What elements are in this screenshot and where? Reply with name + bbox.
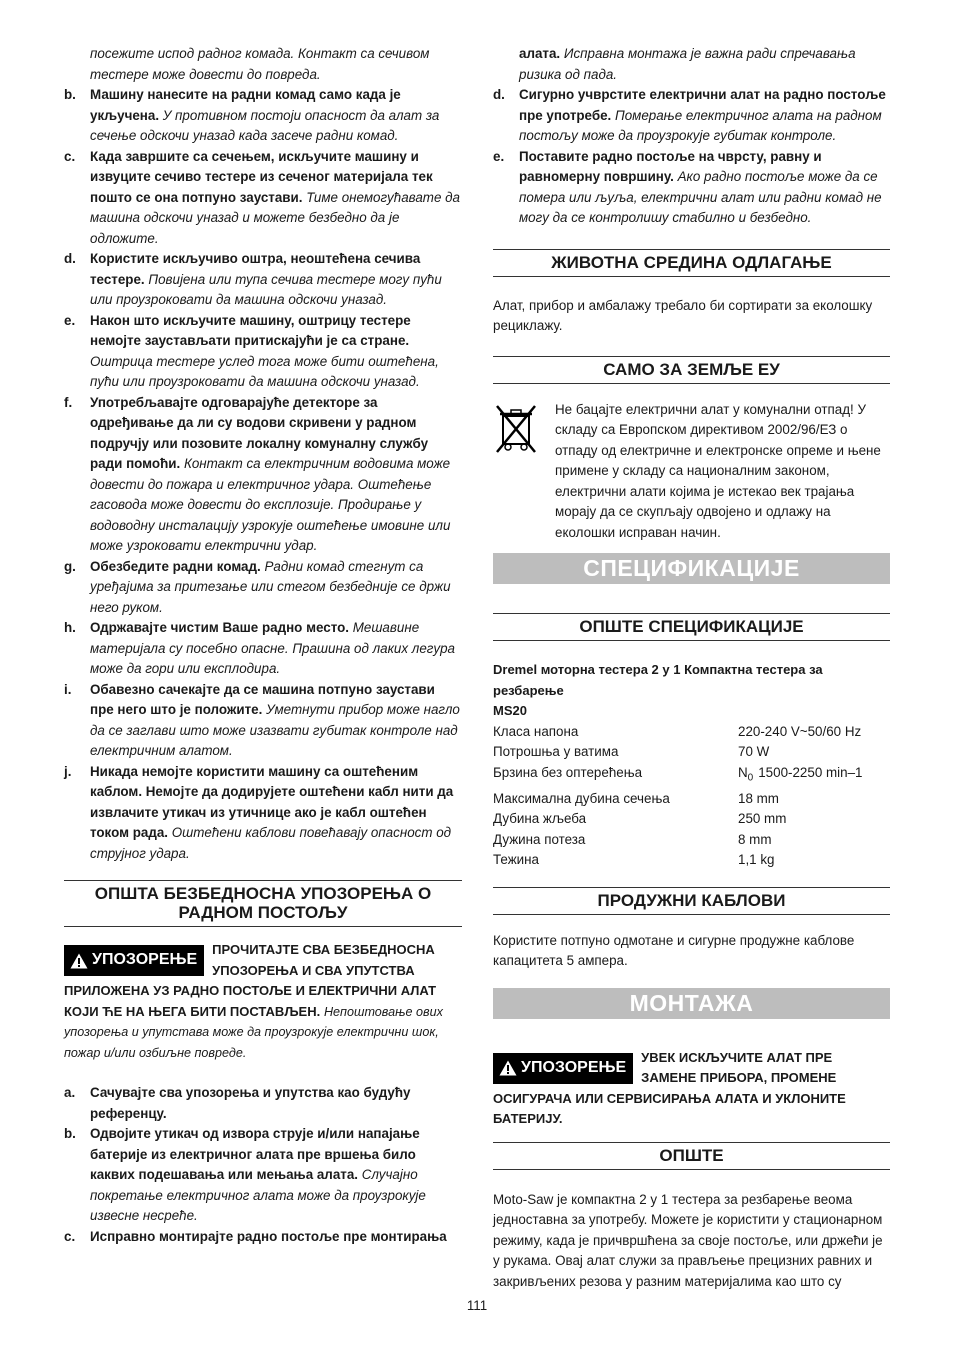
section-title-general: ОПШТЕ	[493, 1142, 890, 1170]
item-letter: b.	[64, 87, 76, 102]
item-letter: a.	[64, 1085, 76, 1100]
section-title-extension-cords: ПРОДУЖНИ КАБЛОВИ	[493, 887, 890, 915]
spec-row	[493, 850, 890, 871]
specifications-heading: СПЕЦИФИКАЦИЈЕ	[493, 553, 890, 584]
spec-value: 8 mm	[738, 831, 772, 847]
warning-italic-text: Непоштовање ових упозорења и упутстава може да проузрокује електрични шок, пожар и/или озбиљне повреде.	[64, 1004, 443, 1060]
item-bold-text: Одржавајте чистим Ваше радно место.	[90, 620, 349, 635]
item-letter: c.	[64, 1228, 76, 1244]
eu-block	[493, 400, 890, 544]
item-italic-text: Оштрица тестере услед тога може бити оштећена, пући или проузроковати да машина одскочи уназад.	[90, 353, 439, 389]
spec-value	[738, 763, 862, 789]
item-bold-text: Употребљавајте одговарајуће детекторе за одређивање да ли су водови скривени у радном подручју или позовите локалну комуналну службу ради помоћи.	[90, 394, 429, 471]
general-text: Moto-Saw је компактна 2 у 1 тестера за резбарење веома једноставна за употребу. Можете је користити у стационарном режиму, када је причвршћена за своје постоље, или држећи је у рукама. Овај алат служи за прављење прецизних равних и закривљених резова у разним материјалима као што су	[493, 1191, 883, 1289]
spec-label: Потрошња у ватима	[493, 744, 619, 759]
list-item	[493, 85, 890, 147]
list-item	[64, 762, 462, 865]
item-bold-text: Сигурно учврстите електрични алат на радно постоље пре употребе.	[519, 87, 886, 123]
list-item	[64, 1083, 462, 1124]
item-letter: f.	[64, 394, 73, 410]
item-bold-text: Поставите радно постоље на чврсту, равну и равномерну површину.	[519, 148, 822, 184]
spec-label: Брзина без оптерећења	[493, 764, 643, 780]
continued-text: посежите испод радног комада. Контакт са сечивом тестере може довести до повреда.	[90, 46, 430, 82]
crossed-bin-icon	[495, 402, 539, 454]
item-italic-text: У противном постоји опасност да алат за сечење одскочи уназад када засече радни комад.	[90, 107, 440, 143]
item-italic-text: Случајно покретање електричног алата може да проузрокује извесне несреће.	[90, 1167, 426, 1223]
item-italic-text: Повијена или тупа сечива тестере могу пући или проузроковати да машина одскочи уназад.	[90, 271, 442, 307]
item-bold-text: Машину нанесите на радни комад само када је укључена.	[90, 87, 401, 123]
item-italic-text: Контакт са електричним водовима може довести до пожара и електричног удара. Оштећење гасовода може довести до експлозије. Продирање у водоводну инсталацију узрокује оштећење имовине или може узроковати електрични удар.	[90, 456, 451, 553]
list-item	[493, 147, 890, 229]
warning-badge	[493, 1053, 633, 1084]
section-title-bench-safety: ОПШТА БЕЗБЕДНОСНА УПОЗОРЕЊА О РАДНОМ ПОСТОЉУ	[64, 880, 462, 927]
list-item	[64, 393, 462, 557]
list-item	[64, 147, 462, 250]
eu-text: Не бацајте електрични алат у комунални отпад! У складу са Европском директивом 2002/96/ЕЗ о отпаду од електричне и електронске опреме и њене примене у складу са националним законом, електрични алати којима је истекао век трајања морају да се скупљају одвојено и одлажу на еколошки исправан начин.	[555, 401, 881, 540]
item-bold-text: Никада немојте користити машину са оштећеним каблом. Немојте да додирујете оштећени кабл нити да извлачите утикач из утичнице ако је кабл оштећен током рада.	[90, 763, 454, 840]
list-item	[64, 680, 462, 762]
item-bold-text: Обавезно сачекајте да се машина потпуно заустави пре него што је положите.	[90, 681, 435, 717]
item-italic-text: Тиме онемогућавате да машина одскочи уназад и можете безбедно да је одложите.	[90, 189, 460, 246]
spec-table	[493, 722, 890, 871]
spec-label: Дубина жљеба	[493, 811, 587, 827]
product-name: Dremel моторна тестера 2 у 1 Компактна тестера за резбарење	[493, 662, 823, 698]
no-load-subscript: 0	[747, 772, 754, 784]
item-italic-text: Уметнути прибор може нагло да се заглави што може изазвати губитак контроле над електричним алатом.	[90, 702, 460, 758]
spec-label: Тежина	[493, 852, 540, 868]
item-bold-text: Користите искључиво оштра, неоштећена сечива тестере.	[90, 251, 421, 287]
spec-row	[493, 722, 890, 743]
safety-items-list-right	[493, 85, 890, 229]
left-column	[64, 44, 462, 1247]
assembly-heading: МОНТАЖА	[493, 988, 890, 1019]
list-item	[64, 1124, 462, 1227]
item-letter: d.	[493, 87, 505, 102]
item-bold-text: Након што искључите машину, оштрицу тестере немојте заустављати притискајући је са стране.	[90, 312, 411, 348]
spec-row	[493, 763, 890, 789]
assembly-warning-block	[493, 1048, 890, 1130]
item-letter: e.	[64, 312, 76, 328]
spec-label: Класа напона	[493, 723, 579, 739]
item-letter: j.	[64, 763, 72, 779]
warning-triangle-icon	[499, 1060, 517, 1076]
spec-value: 220-240 V~50/60 Hz	[738, 723, 862, 739]
item-bold-text: Обезбедите радни комад.	[90, 558, 261, 574]
list-item	[64, 85, 462, 147]
no-load-symbol: N	[738, 764, 748, 780]
section-title-eu: САМО ЗА ЗЕМЉЕ ЕУ	[493, 356, 890, 384]
item-letter: i.	[64, 681, 72, 697]
item-letter: b.	[64, 1126, 76, 1141]
warning-block	[64, 940, 462, 1063]
page-number: 111	[466, 1298, 488, 1313]
spec-value-text: 1500-2250 min–1	[758, 764, 863, 780]
spec-value: 70 W	[738, 744, 770, 759]
spec-value: 1,1 kg	[738, 852, 775, 868]
safety-items-list	[64, 85, 462, 864]
spec-value: 250 mm	[738, 811, 787, 827]
spec-value: 18 mm	[738, 790, 779, 806]
warning-label: УПОЗОРЕЊЕ	[92, 951, 198, 969]
spec-row	[493, 830, 890, 851]
item-letter: g.	[64, 558, 76, 574]
spec-row	[493, 789, 890, 810]
item-italic-text: Померање електричног алата на радном постољу може да проузрокује губитак контроле.	[519, 107, 882, 143]
item-italic-text: Мешавине материјала су посебно опасне. Прашина од лаких легура може да гори или експлодира.	[90, 620, 455, 676]
model-number: MS20	[493, 703, 527, 718]
item-bold-text: Када завршите са сечењем, искључите машину и извуците сечиво тестере из сеченог материјала тек пошто се она потпуно заустави.	[90, 148, 433, 205]
right-column	[493, 44, 890, 1292]
continued-italic: Исправна монтажа је важна ради спречавања ризика од пада.	[519, 46, 856, 82]
item-italic-text: Радни комад стегнут са уређајима за притезање или стегом безбедније се држи него руком.	[90, 558, 451, 615]
item-letter: h.	[64, 620, 76, 635]
item-letter: d.	[64, 251, 76, 266]
item-italic-text: Оштећени каблови повећавају опасност од струјног удара.	[90, 825, 452, 861]
assembly-warning-text: УВЕК ИСКЉУЧИТЕ АЛАТ ПРЕ ЗАМЕНЕ ПРИБОРА, ПРОМЕНЕ ОСИГУРАЧА ИЛИ СЕРВИСИРАЊА АЛАТА И УКЛОНИТЕ БАТЕРИЈУ.	[493, 1049, 846, 1127]
item-bold-text: Исправно монтирајте радно постоље пре монтирања	[90, 1228, 447, 1244]
warning-triangle-icon	[70, 953, 88, 969]
item-bold-text: Сачувајте сва упозорења и упутства као будућу референцу.	[90, 1085, 411, 1121]
spec-label: Максимална дубина сечења	[493, 790, 670, 806]
environment-text: Алат, прибор и амбалажу требало би сортирати за еколошку рециклажу.	[493, 297, 873, 333]
section-title-environment: ЖИВОТНА СРЕДИНА ОДЛАГАЊЕ	[493, 249, 890, 277]
warning-bold-text: ПРОЧИТАЈТЕ СВА БЕЗБЕДНОСНА УПОЗОРЕЊА И СВА УПУТСТВА ПРИЛОЖЕНА УЗ РАДНО ПОСТОЉЕ И ЕЛЕКТРИЧНИ АЛАТ КОЈИ ЋЕ НА ЊЕГА БИТИ ПОСТАВЉЕН.	[64, 942, 437, 1019]
spec-label: Дужина потеза	[493, 831, 586, 847]
extension-text: Користите потпуно одмотане и сигурне продужне каблове капацитета 5 ампера.	[493, 932, 855, 969]
item-italic-text: Ако радно постоље може да се помера или љуља, електрични алат или радни комад не могу да се контролишу стабилно и безбедно.	[519, 169, 882, 225]
list-item	[64, 557, 462, 619]
item-letter: c.	[64, 148, 76, 164]
list-item	[64, 249, 462, 311]
item-letter: e.	[493, 148, 505, 164]
section-title-general-specs: ОПШТЕ СПЕЦИФИКАЦИЈЕ	[493, 613, 890, 641]
list-item	[64, 618, 462, 680]
continued-bold: алата.	[519, 46, 561, 61]
list-item	[64, 1227, 462, 1248]
item-bold-text: Одвојите утикач од извора струје и/или напајање батерије из електричног алата пре вршења било каквих подешавања или мењања алата.	[90, 1126, 420, 1182]
warning-label: УПОЗОРЕЊЕ	[521, 1058, 627, 1076]
list-item	[64, 311, 462, 393]
spec-row	[493, 809, 890, 830]
bench-items-list	[64, 1083, 462, 1247]
warning-badge	[64, 945, 204, 976]
spec-row	[493, 742, 890, 763]
